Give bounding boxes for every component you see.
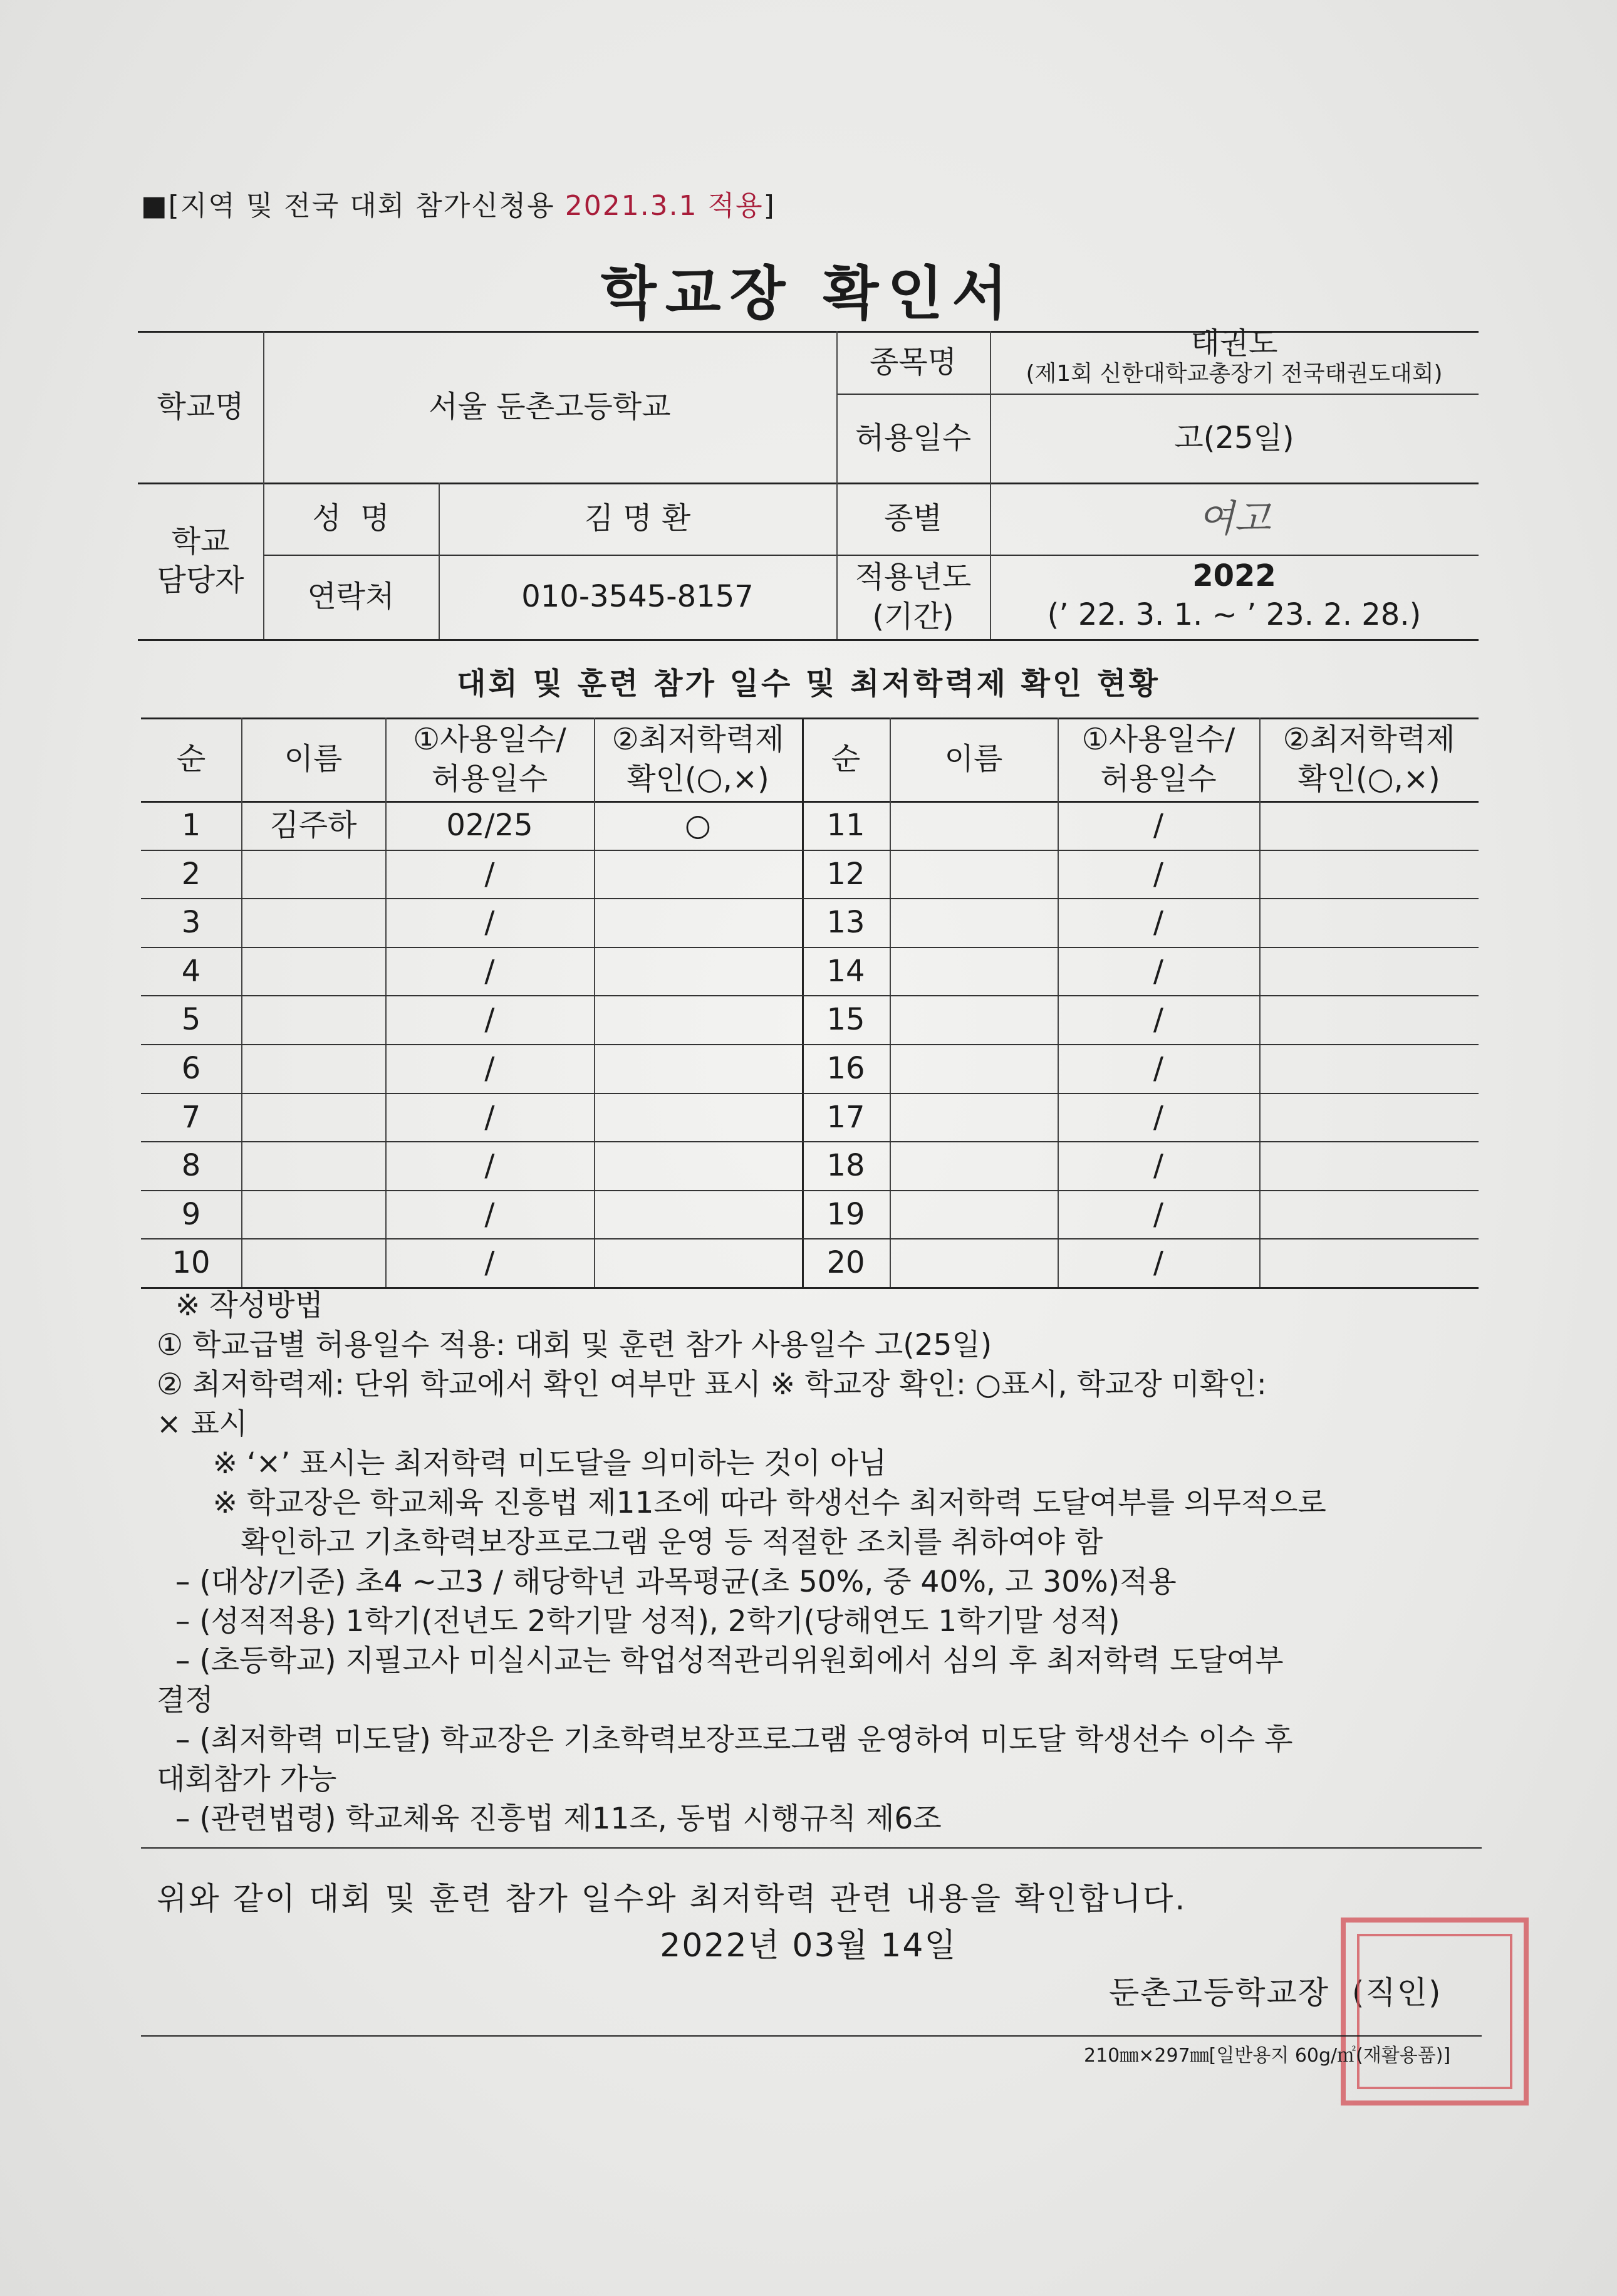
table-cell-days: / — [1153, 1001, 1164, 1037]
name-label: 성 명 — [312, 501, 390, 536]
table-cell-days: / — [484, 856, 495, 892]
contact-label: 연락처 — [307, 579, 395, 615]
table-cell-no: 20 — [826, 1245, 865, 1280]
table-cell-name — [241, 995, 385, 1044]
table-cell-check — [594, 995, 802, 1044]
table-cell-name — [890, 850, 1058, 899]
table-cell-check — [594, 1044, 802, 1093]
table-cell-no: 7 — [181, 1099, 201, 1135]
header-no-left: 순 — [176, 741, 206, 777]
table-cell-name — [890, 801, 1058, 850]
applied-date: 2021.3.1 적용 — [564, 190, 764, 222]
table-cell-check — [1259, 801, 1479, 850]
table-cell-name — [890, 1044, 1058, 1093]
table-cell-check — [594, 1093, 802, 1142]
instruction-line: – (최저학력 미도달) 학교장은 기초학력보장프로그램 운영하여 미도달 학생선수 이수 후 — [157, 1723, 1293, 1757]
table-cell-name — [890, 1093, 1058, 1142]
table-cell-days: 02/25 — [446, 807, 533, 843]
instructions-heading: ※ 작성방법 — [175, 1288, 323, 1323]
table-cell-days: / — [484, 904, 495, 940]
table-cell-name — [241, 1238, 385, 1287]
table-cell-check — [1259, 1044, 1479, 1093]
table-cell-days: / — [484, 953, 495, 989]
table-cell-no: 18 — [826, 1147, 865, 1183]
table-cell-name — [890, 995, 1058, 1044]
header-check-left: ②최저학력제 확인(○,×) — [611, 722, 784, 796]
table-cell-check — [594, 1190, 802, 1239]
table-cell-name — [241, 947, 385, 996]
table-cell-days: / — [1153, 1147, 1164, 1183]
table-cell-name — [241, 1044, 385, 1093]
principal-signature: 둔촌고등학교장 (직인) — [1109, 1975, 1442, 2011]
table-cell-no: 15 — [826, 1001, 865, 1037]
table-cell-no: 9 — [181, 1196, 201, 1232]
table-cell-name — [890, 1141, 1058, 1190]
table-cell-check — [594, 898, 802, 947]
table-cell-no: 6 — [181, 1050, 201, 1086]
gender-value-handwritten: 여고 — [1198, 496, 1271, 541]
instruction-line: × 표시 — [157, 1407, 248, 1441]
table-cell-name — [241, 1093, 385, 1142]
manager-label: 학교 담당자 — [157, 523, 244, 598]
table-cell-days: / — [1153, 807, 1164, 843]
table-cell-days: / — [1153, 904, 1164, 940]
allowed-days-value: 고(25일) — [1174, 420, 1294, 456]
table-cell-name — [890, 1238, 1058, 1287]
table-cell-check — [594, 947, 802, 996]
table-cell-name — [241, 1141, 385, 1190]
table-cell-check — [1259, 1093, 1479, 1142]
table-cell-days: / — [1153, 1245, 1164, 1280]
table-cell-check — [1259, 1190, 1479, 1239]
instruction-line: 결정 — [157, 1683, 214, 1718]
table-cell-name — [241, 1190, 385, 1239]
table-cell-check — [594, 1238, 802, 1287]
table-cell-name — [241, 898, 385, 947]
table-cell-check — [1259, 995, 1479, 1044]
table-cell-no: 5 — [181, 1001, 201, 1037]
table-cell-days: / — [1153, 953, 1164, 989]
table-cell-no: 10 — [172, 1245, 211, 1280]
table-cell-name — [241, 850, 385, 899]
school-label: 학교명 — [157, 389, 244, 424]
event-subtitle: (제1회 신한대학교총장기 전국태권도대회) — [1026, 360, 1443, 387]
table-cell-name: 김주하 — [269, 807, 357, 843]
table-cell-name — [890, 898, 1058, 947]
table-cell-check — [594, 850, 802, 899]
official-seal-stamp — [1341, 1918, 1529, 2106]
table-cell-check — [1259, 898, 1479, 947]
table-cell-days: / — [484, 1099, 495, 1135]
contact-value: 010-3545-8157 — [521, 579, 754, 615]
header-no-right: 순 — [831, 741, 861, 777]
table-cell-days: / — [1153, 1099, 1164, 1135]
table-cell-no: 1 — [181, 807, 201, 843]
instruction-line: 대회참가 가능 — [157, 1762, 337, 1797]
table-cell-days: / — [484, 1147, 495, 1183]
header-days-right: ①사용일수/ 허용일수 — [1081, 722, 1235, 796]
event-label: 종목명 — [869, 344, 957, 380]
table-cell-no: 14 — [826, 953, 865, 989]
document-title: 학교장 확인서 — [600, 260, 1017, 327]
period-value: (’ 22. 3. 1. ~ ’ 23. 2. 28.) — [1047, 597, 1422, 632]
confirm-statement: 위와 같이 대회 및 훈련 참가 일수와 최저학력 관련 내용을 확인합니다. — [157, 1881, 1187, 1917]
event-value: 태권도 — [1190, 325, 1278, 361]
issue-date: 2022년 03월 14일 — [660, 1927, 957, 1965]
table-cell-no: 16 — [826, 1050, 865, 1086]
table-cell-name — [890, 947, 1058, 996]
table-cell-no: 19 — [826, 1196, 865, 1232]
instruction-line: ※ ‘×’ 표시는 최저학력 미도달을 의미하는 것이 아님 — [157, 1446, 887, 1481]
table-cell-check — [1259, 947, 1479, 996]
gender-label: 종별 — [884, 501, 942, 536]
paper-spec-footnote: 210㎜×297㎜[일반용지 60g/㎡(재활용품)] — [1084, 2045, 1451, 2067]
table-cell-days: / — [1153, 856, 1164, 892]
table-cell-no: 8 — [181, 1147, 201, 1183]
table-cell-no: 4 — [181, 953, 201, 989]
instruction-line: ※ 학교장은 학교체육 진흥법 제11조에 따라 학생선수 최저학력 도달여부를 의무적으로 — [157, 1486, 1326, 1520]
table-cell-check — [1259, 850, 1479, 899]
allowed-days-label: 허용일수 — [855, 420, 972, 456]
table-cell-check — [1259, 1238, 1479, 1287]
table-cell-name — [890, 1190, 1058, 1239]
table-cell-days: / — [484, 1245, 495, 1280]
name-value: 김 명 환 — [584, 501, 691, 536]
table-cell-no: 12 — [826, 856, 865, 892]
header-check-right: ②최저학력제 확인(○,×) — [1282, 722, 1455, 796]
table-cell-days: / — [1153, 1196, 1164, 1232]
table-cell-days: / — [484, 1050, 495, 1086]
table-cell-no: 17 — [826, 1099, 865, 1135]
bottom-divider — [141, 2035, 1482, 2037]
header-name-right: 이름 — [944, 741, 1003, 777]
instruction-line: – (성적적용) 1학기(전년도 2학기말 성적), 2학기(당해연도 1학기말 성적) — [157, 1604, 1120, 1639]
table-cell-days: / — [1153, 1050, 1164, 1086]
header-days-left: ①사용일수/ 허용일수 — [413, 722, 566, 796]
instruction-line: 확인하고 기초학력보장프로그램 운영 등 적절한 조치를 취하여야 함 — [157, 1525, 1103, 1560]
section-title: 대회 및 훈련 참가 일수 및 최저학력제 확인 현황 — [457, 666, 1160, 701]
table-cell-no: 11 — [826, 807, 865, 843]
table-cell-no: 13 — [826, 904, 865, 940]
divider — [141, 1847, 1482, 1849]
instruction-line: – (초등학교) 지필고사 미실시교는 학업성적관리위원회에서 심의 후 최저학력 도달여부 — [157, 1644, 1284, 1678]
school-value: 서울 둔촌고등학교 — [429, 389, 671, 424]
table-cell-no: 3 — [181, 904, 201, 940]
table-cell-check — [1259, 1141, 1479, 1190]
table-cell-days: / — [484, 1196, 495, 1232]
year-label: 적용년도 (기간) — [855, 560, 972, 634]
instruction-line: – (대상/기준) 초4 ~고3 / 해당학년 과목평균(초 50%, 중 40%, 고 30%)적용 — [157, 1565, 1177, 1599]
table-cell-no: 2 — [181, 856, 201, 892]
table-cell-days: / — [484, 1001, 495, 1037]
table-cell-check — [594, 1141, 802, 1190]
table-cell-check: ○ — [685, 807, 711, 843]
year-value: 2022 — [1192, 558, 1276, 593]
instruction-line: ① 학교급별 허용일수 적용: 대회 및 훈련 참가 사용일수 고(25일) — [157, 1328, 992, 1362]
form-usage-note: ■[지역 및 전국 대회 참가신청용 2021.3.1 적용] — [141, 190, 776, 222]
header-name-left: 이름 — [284, 741, 343, 777]
instructions — [157, 1286, 1479, 1839]
instruction-line: ② 최저학력제: 단위 학교에서 확인 여부만 표시 ※ 학교장 확인: ○표시, 학교장 미확인: — [157, 1367, 1267, 1402]
instruction-line: – (관련법령) 학교체육 진흥법 제11조, 동법 시행규칙 제6조 — [157, 1802, 942, 1836]
